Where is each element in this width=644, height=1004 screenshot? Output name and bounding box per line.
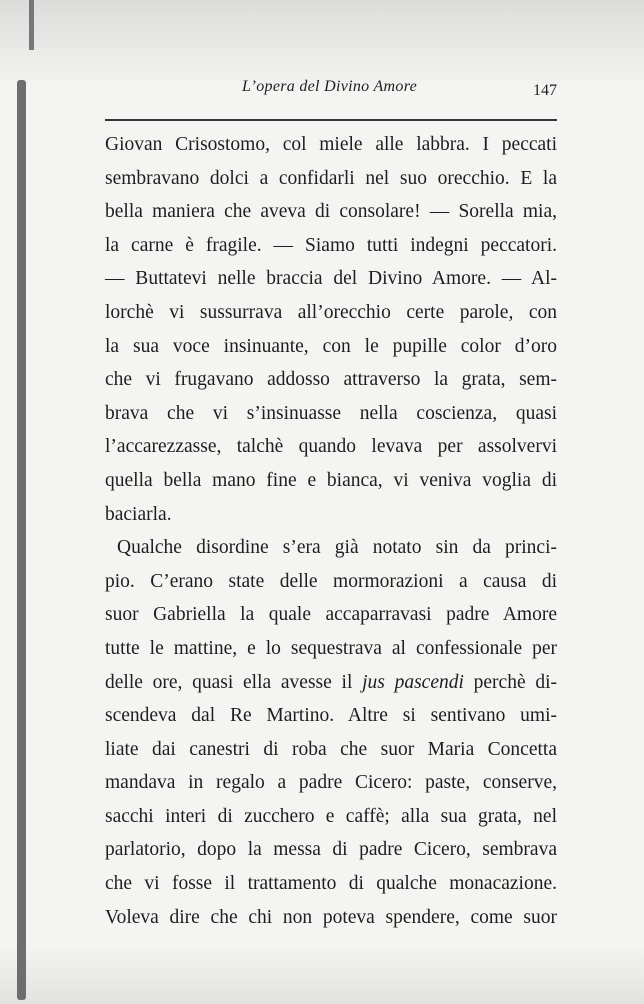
text-line: bella maniera che aveva di consolare! — Sorella mia, [105,201,557,223]
text-line: parlatorio, dopo la messa di padre Cicero, sembrava [105,839,557,861]
page-number: 147 [533,82,557,99]
book-binding-edge [17,80,26,1000]
text-line-with-italic [105,666,557,700]
text-line: scendeva dal Re Martino. Altre si sentivano umi- [105,705,557,727]
paper-shading-bottom [0,944,644,1004]
text-line: brava che vi s’insinuasse nella coscienza, quasi [105,402,557,424]
text-line: tutte le mattine, e lo sequestrava al confessionale per [105,637,557,659]
text-segment: perchè di- [463,671,557,693]
text-line: mandava in regalo a padre Cicero: paste, conserve, [105,772,557,794]
text-line: Giovan Crisostomo, col miele alle labbra. I peccati [105,134,557,155]
text-line: lorchè vi sussurrava all’orecchio certe parole, con [105,301,557,323]
text-line: la sua voce insinuante, con le pupille color d’oro [105,335,557,357]
text-segment: delle ore, quasi ella avesse il [105,671,363,693]
body-text [105,128,557,934]
running-title: L’opera del Divino Amore [242,78,418,95]
text-line: sembravano dolci a confidarli nel suo orecchio. E la [105,167,557,189]
paragraph-start-line: Qualche disordine s’era già notato sin da princi- [117,537,557,559]
text-line: l’accarezzasse, talchè quando levava per assolvervi [105,436,557,458]
text-line: quella bella mano fine e bianca, vi veniva voglia di [105,469,557,491]
text-line: liate dai canestri di roba che suor Maria Concetta [105,738,557,760]
text-line: Voleva dire che chi non poteva spendere, come suor [105,906,557,928]
text-line: che vi frugavano addosso attraverso la grata, sem- [105,369,557,391]
italic-phrase: jus pascendi [362,671,464,693]
binding-thread [29,0,34,50]
text-line: baciarla. [105,503,172,525]
text-line: che vi fosse il trattamento di qualche monacazione. [105,873,557,895]
header-rule [105,119,557,121]
text-line: — Buttatevi nelle braccia del Divino Amore. — Al- [105,268,557,290]
text-line: sacchi interi di zucchero e caffè; alla sua grata, nel [105,805,557,827]
text-line: pio. C’erano state delle mormorazioni a causa di [105,570,557,592]
text-line: suor Gabriella la quale accaparravasi padre Amore [105,604,557,626]
page-header [105,74,557,104]
text-line: la carne è fragile. — Siamo tutti indegni peccatori. [105,234,557,256]
